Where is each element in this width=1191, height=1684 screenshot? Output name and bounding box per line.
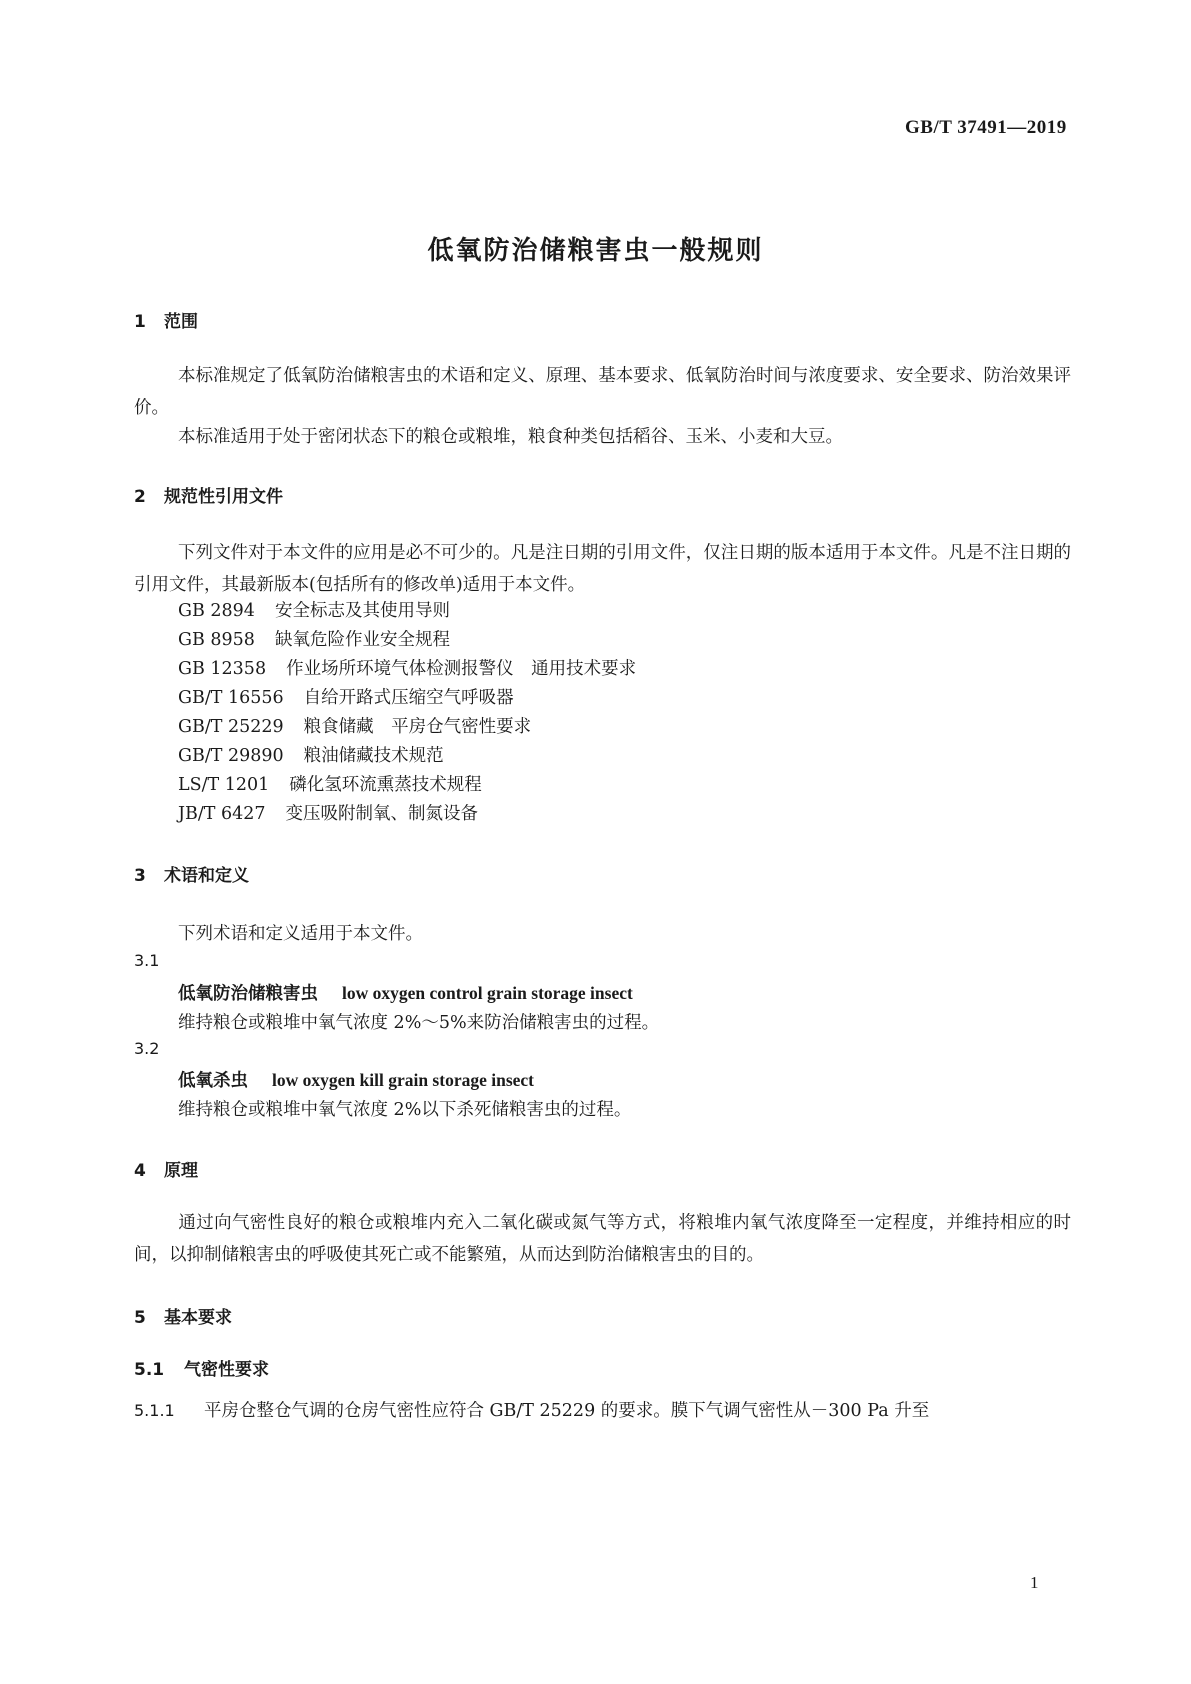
reference-item [178,742,444,767]
reference-code: JB/T 6427 [178,804,266,824]
paragraph-text: 下列文件对于本文件的应用是必不可少的。凡是注日期的引用文件，仅注日期的版本适用于本文件。凡是不注日期的引用文件，其最新版本(包括所有的修改单)适用于本文件。 [134,543,1071,595]
reference-code: GB 8958 [178,630,255,650]
reference-code: GB/T 25229 [178,717,284,737]
section-2-intro [134,537,1071,601]
section-number: 5 [134,1308,146,1328]
reference-name: 自给开路式压缩空气呼吸器 [303,688,514,708]
term-chinese: 低氧防治储粮害虫 [178,984,318,1004]
paragraph-text: 通过向气密性良好的粮仓或粮堆内充入二氧化碳或氮气等方式，将粮堆内氧气浓度降至一定程度，并维持相应的时间，以抑制储粮害虫的呼吸使其死亡或不能繁殖，从而达到防治储粮害虫的目的。 [134,1213,1071,1265]
section-5-heading [134,1303,232,1328]
reference-name: 磷化氢环流熏蒸技术规程 [289,775,482,795]
clause-5-1-1 [134,1397,929,1422]
section-number: 2 [134,487,146,507]
section-title: 范围 [164,312,198,332]
section-4-heading [134,1156,198,1181]
section-2-heading [134,482,283,507]
reference-name: 缺氧危险作业安全规程 [274,630,450,650]
reference-item [178,684,514,709]
reference-item [178,655,636,680]
term-definition: 维持粮仓或粮堆中氧气浓度 2%～5%来防治储粮害虫的过程。 [178,1013,660,1033]
section-3-intro: 下列术语和定义适用于本文件。 [178,924,423,944]
reference-item [178,800,478,825]
document-title: 低氧防治储粮害虫一般规则 [427,236,764,266]
reference-item [178,771,482,796]
clause-number: 5.1.1 [134,1401,175,1420]
paragraph-text: 本标准适用于处于密闭状态下的粮仓或粮堆，粮食种类包括稻谷、玉米、小麦和大豆。 [178,427,843,447]
section-4-paragraph [134,1207,1071,1271]
reference-name: 安全标志及其使用导则 [274,601,450,621]
section-title: 原理 [164,1161,198,1181]
page-number: 1 [1030,1573,1039,1592]
subsection-title: 气密性要求 [184,1360,269,1380]
paragraph-text: 本标准规定了低氧防治储粮害虫的术语和定义、原理、基本要求、低氧防治时间与浓度要求、安全要求、防治效果评价。 [134,366,1071,418]
reference-item [178,597,450,622]
section-title: 基本要求 [164,1308,232,1328]
section-1-heading [134,307,198,332]
section-number: 1 [134,312,146,332]
reference-name: 粮油储藏技术规范 [303,746,444,766]
term-heading [178,980,633,1005]
term-english: low oxygen kill grain storage insect [272,1070,534,1090]
reference-code: GB/T 29890 [178,746,284,766]
section-title: 规范性引用文件 [164,487,283,507]
reference-name: 变压吸附制氧、制氮设备 [285,804,479,824]
term-definition: 维持粮仓或粮堆中氧气浓度 2%以下杀死储粮害虫的过程。 [178,1100,632,1120]
reference-name: 作业场所环境气体检测报警仪 通用技术要求 [286,659,637,679]
section-title: 术语和定义 [164,866,249,886]
subsection-number: 5.1 [134,1360,165,1380]
section-number: 4 [134,1161,146,1181]
term-english: low oxygen control grain storage insect [342,983,633,1003]
standard-number: GB/T 37491—2019 [905,117,1067,138]
term-chinese: 低氧杀虫 [178,1071,248,1091]
term-number: 3.2 [134,1039,160,1058]
section-1-paragraph-2 [134,421,1071,453]
reference-item [178,713,531,738]
reference-name: 粮食储藏 平房仓气密性要求 [303,717,532,737]
section-number: 3 [134,866,146,886]
term-number: 3.1 [134,951,160,970]
section-1-paragraph-1 [134,360,1071,424]
term-heading [178,1067,534,1092]
reference-code: GB 12358 [178,659,267,679]
reference-code: LS/T 1201 [178,775,270,795]
reference-item [178,626,450,651]
clause-text: 平房仓整仓气调的仓房气密性应符合 GB/T 25229 的要求。膜下气调气密性从－300 Pa 升至 [204,1401,930,1421]
section-3-heading [134,861,249,886]
reference-code: GB 2894 [178,601,255,621]
subsection-5-1-heading [134,1355,269,1380]
reference-code: GB/T 16556 [178,688,284,708]
